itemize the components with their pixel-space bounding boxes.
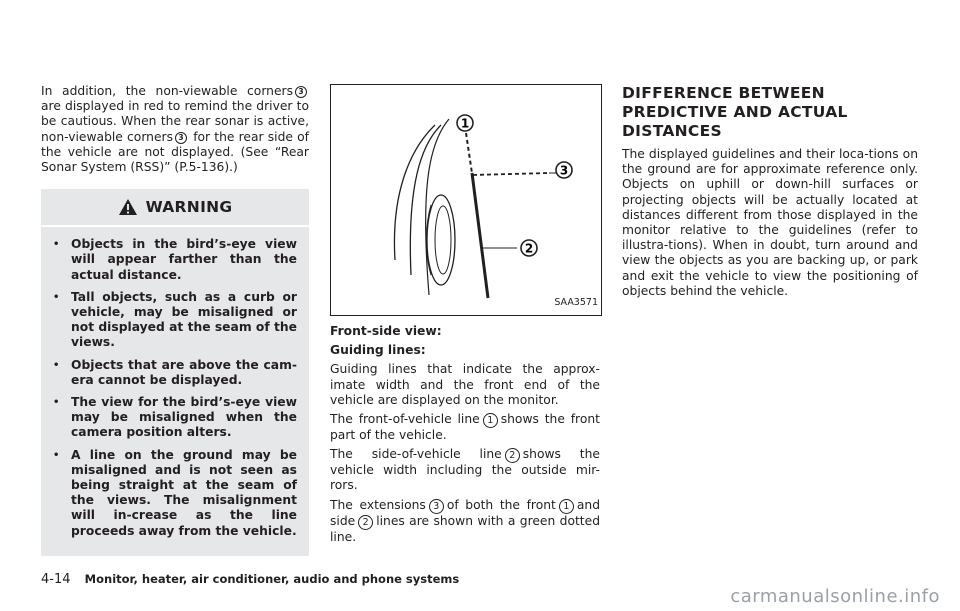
warning-title: WARNING xyxy=(145,197,233,216)
extensions-paragraph xyxy=(330,498,600,545)
front-line-extension xyxy=(466,133,473,180)
distance-paragraph: The displayed guidelines and their loca-tions on the ground are for approximate reference only. Objects on uphill or down-hill surfaces or projecting objects will be actually located at distances different from those displayed in the monitor relative to the guidelines (refer to illustra-tions). When in doubt, turn around and view the objects as you are backing up, or park and exit the vehicle to view the positioning of objects behind the vehicle. xyxy=(622,147,918,298)
label-1: 1 xyxy=(460,116,470,131)
left-column xyxy=(41,84,309,556)
warning-item: • Objects in the bird’s-eye view will appear farther than the actual distance. xyxy=(51,237,297,283)
warning-header xyxy=(41,189,309,227)
marker-2-icon: 2 xyxy=(505,448,520,463)
intro-paragraph xyxy=(41,84,309,175)
front-side-view-figure xyxy=(330,84,602,316)
warning-item: • A line on the ground may be misaligned and is not seen as being straight at the seam of the views. The misalignment will in-crease as the line proceeds away from the vehicle. xyxy=(51,448,297,539)
figure-code: SAA3571 xyxy=(554,296,598,308)
page-footer xyxy=(41,572,459,587)
marker-3-icon: 3 xyxy=(429,499,444,514)
front-side-view-heading: Front-side view: xyxy=(330,324,442,338)
fender-curve xyxy=(394,125,435,260)
side-line-paragraph xyxy=(330,447,600,493)
text: lines are shown with a green dotted line. xyxy=(330,513,600,544)
guiding-lines-heading: Guiding lines: xyxy=(330,343,426,358)
front-line-paragraph xyxy=(330,412,600,443)
marker-3-icon: 3 xyxy=(175,132,187,144)
label-3: 3 xyxy=(559,163,569,178)
intro-text-2: are displayed in red to remind the driver to be cautious. When the rear sonar is active, non-viewable corners xyxy=(41,99,309,144)
text: shows the front part of the vehicle. xyxy=(330,412,600,443)
extension-line xyxy=(473,173,549,175)
section-title: DIFFERENCE BETWEEN PREDICTIVE AND ACTUAL DISTANCES xyxy=(622,84,848,140)
watermark: carmanualsonline.info xyxy=(730,586,940,607)
page-number: 4-14 xyxy=(41,572,71,587)
text: shows the vehicle width including the outside mir-rors. xyxy=(330,447,600,493)
text: The front-of-vehicle line xyxy=(330,412,480,427)
warning-item: • Objects that are above the cam-era cannot be displayed. xyxy=(51,358,297,388)
side-of-vehicle-line xyxy=(472,173,488,298)
warning-item: • Tall objects, such as a curb or vehicle, may be misaligned or not displayed at the seam of the views. xyxy=(51,290,297,351)
text: The extensions xyxy=(330,497,426,512)
right-column xyxy=(622,84,918,299)
guiding-lines-paragraph: Guiding lines that indicate the approx-imate width and the front end of the vehicle are displayed on the monitor. xyxy=(330,362,600,407)
text: The side-of-vehicle line xyxy=(330,447,502,462)
warning-triangle-icon xyxy=(118,198,138,216)
warning-box xyxy=(41,189,309,556)
middle-column xyxy=(330,84,600,545)
marker-1-icon: 1 xyxy=(559,499,574,514)
marker-2-icon: 2 xyxy=(358,515,373,530)
marker-1-icon: 1 xyxy=(483,413,498,428)
front-side-illustration xyxy=(331,85,601,315)
intro-text-1: In addition, the non-viewable corners xyxy=(41,84,293,98)
tire-rim xyxy=(435,206,451,274)
text: of both the front xyxy=(446,497,556,512)
text: and side xyxy=(330,497,600,528)
warning-list xyxy=(41,227,309,539)
label-2: 2 xyxy=(524,241,534,256)
warning-item: • The view for the bird’s-eye view may be misaligned when the camera position alters. xyxy=(51,395,297,441)
chapter-title: Monitor, heater, air conditioner, audio and phone systems xyxy=(84,572,460,586)
intro-text-3: for the rear side of the vehicle are not displayed. (See “Rear Sonar System (RSS)” (P.5-136).) xyxy=(41,129,309,175)
marker-3-icon: 3 xyxy=(295,86,307,98)
